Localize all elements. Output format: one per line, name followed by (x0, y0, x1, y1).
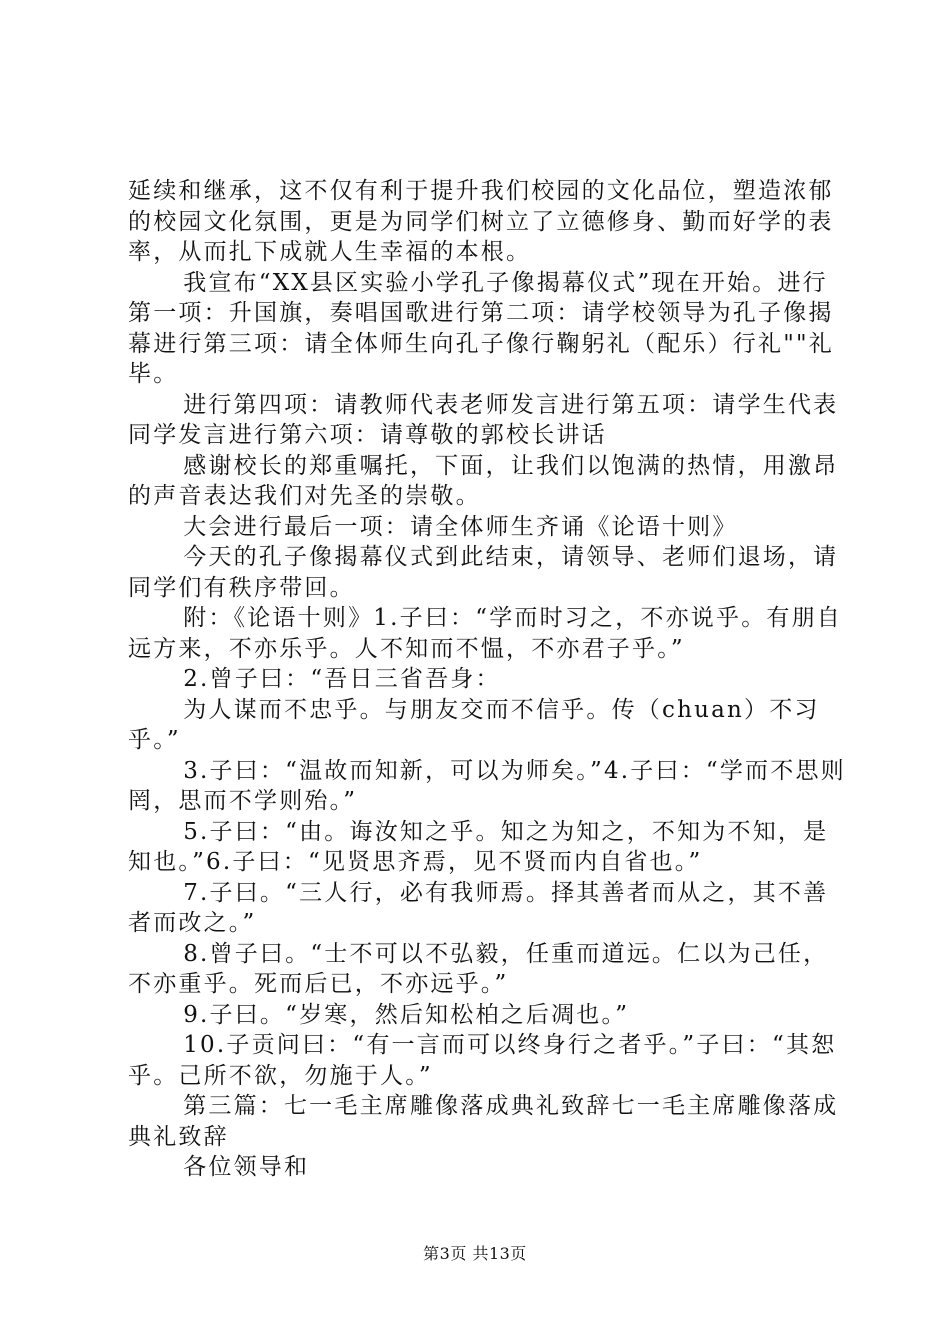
paragraph-10: 3.子曰：“温故而知新，可以为师矣。”4.子曰：“学而不思则罔，思而不学则殆。” (128, 757, 846, 814)
page-number-label: 第3页 共13页 (423, 1244, 527, 1263)
paragraph-17: 各位领导和 (183, 1154, 310, 1180)
paragraph-2: 我宣布“XX县区实验小学孔子像揭幕仪式”现在开始。进行第一项：升国旗，奏唱国歌进行第二项：请学校领导为孔子像揭幕进行第三项：请全体师生向孔子像行鞠躬礼（配乐）行礼""礼毕。 (128, 269, 834, 387)
paragraph-4: 感谢校长的郑重嘱托，下面，让我们以饱满的热情，用激昂的声音表达我们对先圣的崇敬。 (128, 452, 839, 509)
paragraph-15: 10.子贡问曰：“有一言而可以终身行之者乎。”子曰：“其恕乎。己所不欲，勿施于人。” (128, 1032, 837, 1089)
paragraph-11: 5.子曰：“由。诲汝知之乎。知之为知之，不知为不知，是知也。”6.子曰：“见贤思齐焉，见不贤而内自省也。” (128, 818, 829, 875)
paragraph-7: 附：《论语十则》1.子曰：“学而时习之，不亦说乎。有朋自远方来，不亦乐乎。人不知而不愠，不亦君子乎。” (128, 605, 842, 662)
paragraph-1: 延续和继承，这不仅有利于提升我们校园的文化品位，塑造浓郁的校园文化氛围，更是为同学们树立了立德修身、勤而好学的表率，从而扎下成就人生幸福的本根。 (128, 178, 834, 265)
paragraph-16: 第三篇：七一毛主席雕像落成典礼致辞七一毛主席雕像落成典礼致辞 (128, 1093, 839, 1150)
paragraph-12: 7.子曰。“三人行，必有我师焉。择其善者而从之，其不善者而改之。” (128, 879, 829, 936)
paragraph-14: 9.子曰。“岁寒，然后知松柏之后凋也。” (183, 1001, 630, 1028)
paragraph-8: 2.曾子曰：“吾日三省吾身： (183, 666, 501, 692)
paragraph-3: 进行第四项：请教师代表老师发言进行第五项：请学生代表同学发言进行第六项：请尊敬的郭校长讲话 (128, 391, 839, 448)
document-body (128, 176, 848, 1183)
paragraph-5: 大会进行最后一项：请全体师生齐诵《论语十则》 (183, 513, 738, 540)
paragraph-6: 今天的孔子像揭幕仪式到此结束，请领导、老师们退场，请同学们有秩序带回。 (128, 544, 839, 601)
paragraph-9: 为人谋而不忠乎。与朋友交而不信乎。传（chuan）不习乎。” (128, 696, 820, 753)
page-footer (0, 1241, 950, 1264)
paragraph-13: 8.曾子曰。“士不可以不弘毅，任重而道远。仁以为己任，不亦重乎。死而后已，不亦远乎。” (128, 940, 829, 997)
